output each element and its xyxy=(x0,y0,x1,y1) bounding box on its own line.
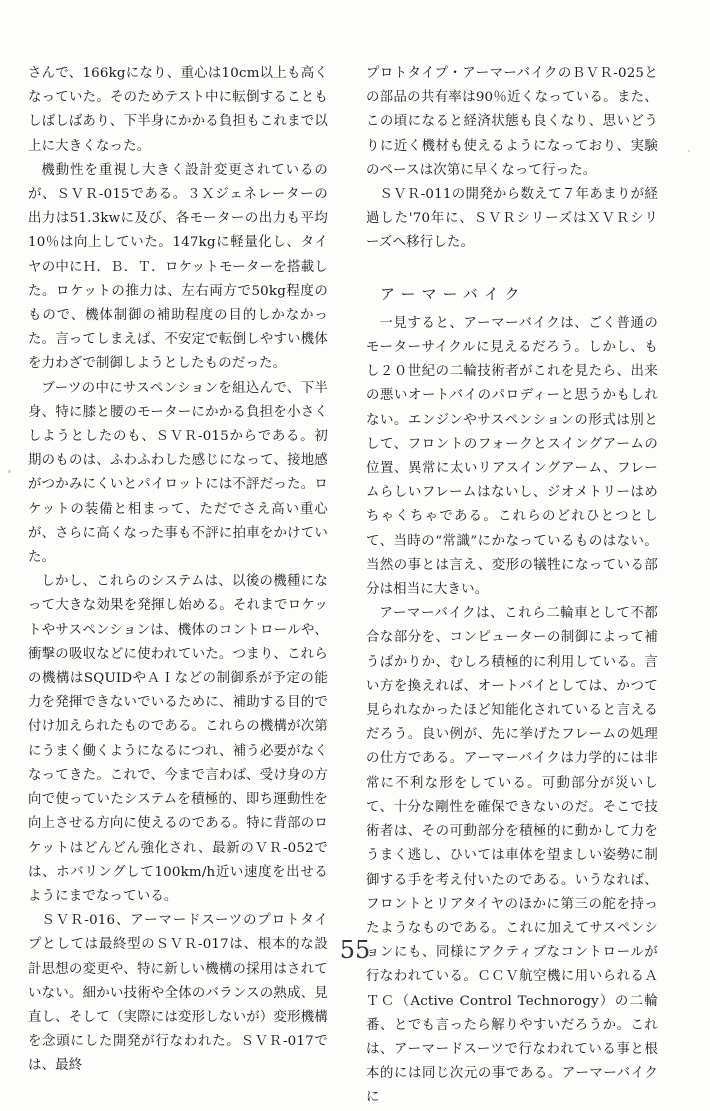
paragraph: ＳＶＲ-011の開発から数えて７年あまりが経過した'70年に、ＳＶＲシリーズはＸＶＲシリーズへ移行した。 xyxy=(366,187,658,251)
section-heading: アーマーバイク xyxy=(380,284,526,303)
paragraph: しかし、これらのシステムは、以後の機種になって大きな効果を発揮し始める。それまでロケットやサスペンションは、機体のコントロールや、衝撃の吸収などに使われていた。つまり、これらの機構はSQUIDやＡＩなどの制御系が予定の能力を発揮できないでいるために、補助する目的で付け加えられたものである。これらの機構が次第にうまく働くようになるにつれ、補う必要がなくなってきた。これで、今まで言わば、受け身の方向で使っていたシステムを積極的、即ち運動性を向上させる方向に使えるのである。特に背部のロケットはどんどん強化され、最新のＶＲ-052では、ホバリングして100km/h近い速度を出せるようにまでなっている。 xyxy=(28,574,328,904)
scan-speck xyxy=(8,470,11,473)
page-number: 55 xyxy=(339,936,371,964)
paragraph: ＳＶＲ-016、アーマードスーツのプロトタイプとしては最終型のＳＶＲ-017は、根本的な設計思想の変更や、特に新しい機構の採用はされていない。細かい技術や全体のバランスの熟成、見直し、そして（実際には変形しないが）変形機構を念頭にした開発が行なわれた。ＳＶＲ-017では、最終 xyxy=(28,913,328,1074)
left-column xyxy=(28,62,328,1079)
paragraph: 一見すると、アーマーバイクは、ごく普通のモーターサイクルに見えるだろう。しかし、もし２０世紀の二輪技術者がこれを見たら、出来の悪いオートバイのパロディーと思うかもしれない。エンジンやサスペンションの形式は別として、フロントのフォークとスイングアームの位置、異常に太いリアスイングアーム、フレームらしいフレームはないし、ジオメトリーはめちゃくちゃである。これらのどれひとつとして、当時の“常識”にかなっているものはない。当然の事とは言え、変形の犠牲になっている部分は相当に大きい。 xyxy=(366,315,658,598)
paragraph: さんで、166kgになり、重心は10cm以上も高くなっていた。そのためテスト中に転倒することもしばしばあり、下半身にかかる負担もこれまで以上に大きくなった。 xyxy=(28,66,328,154)
paragraph: アーマーバイクは、これら二輪車として不都合な部分を、コンピューターの制御によって補うばかりか、むしろ積極的に利用している。言い方を換えれば、オートバイとしては、かつて見られなかったほど知能化されていると言えるだろう。良い例が、先に挙げたフレームの処理の仕方である。アーマーバイクは力学的には非常に不利な形をしている。可動部分が災いして、十分な剛性を確保できないのだ。そこで技術者は、その可動部分を積極的に動かして力をうまく逃し、ひいては車体を望ましい姿勢に制御する手を考え付いたのである。いうなれば、フロントとリアタイヤのほかに第三の舵を持ったようなものである。これに加えてサスペンションにも、同様にアクティブなコントロールが行なわれている。ＣＣＶ航空機に用いられるＡＴＣ（Active Control Technorogy）の二輪番、とでも言ったら解りやすいだろうか。これは、アーマードスーツで行なわれている事と根本的には同じ次元の事である。アーマーバイクに xyxy=(366,606,658,1106)
paragraph: プロトタイプ・アーマーバイクのＢＶＲ-025との部品の共有率は90％近くなっている。また、この頃になると経済状態も良くなり、思いどうりに近く機材も使えるようになっており、実験のペースは次第に早くなって行った。 xyxy=(366,66,658,178)
paragraph: ブーツの中にサスペンションを組込んで、下半身、特に膝と腰のモーターにかかる負担を小さくしようとしたのも、ＳＶＲ-015からである。初期のものは、ふわふわした感じになって、接地感がつかみにくいとパイロットには不評だった。ロケットの装備と相まって、ただでさえ高い重心が、さらに高くなった事も不評に拍車をかけていた。 xyxy=(28,380,328,566)
scan-speck xyxy=(688,150,690,152)
paragraph: 機動性を重視し大きく設計変更されているのが、ＳＶＲ-015である。３Ｘジェネレーターの出力は51.3kwに及び、各モーターの出力も平均10％は向上していた。147kgに軽量化し、タイヤの中にＨ．Ｂ．Ｔ．ロケットモーターを搭載した。ロケットの推力は、左右両方で50kg程度のもので、機体制御の補助程度の目的しかなかった。言ってしまえば、不安定で転倒しやすい機体を力わざで制御しようとしたものだった。 xyxy=(28,162,328,372)
